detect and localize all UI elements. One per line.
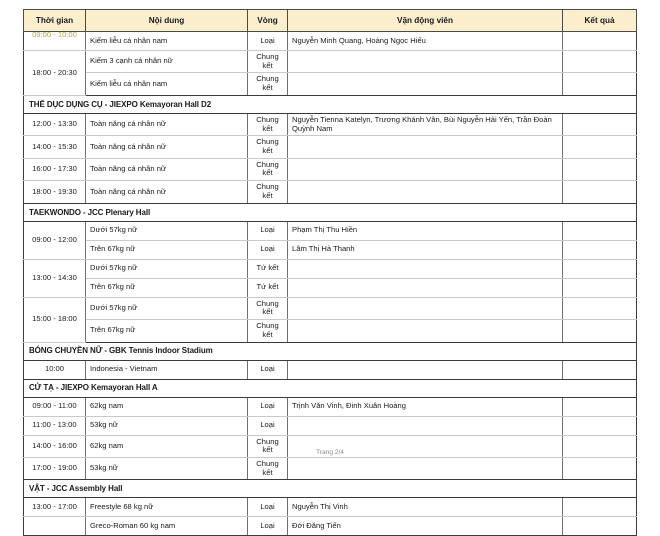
discipline-section-row <box>24 379 637 397</box>
table-row <box>24 517 637 536</box>
cell-event: Indonesia - Vietnam <box>86 360 248 379</box>
table-row <box>24 113 637 135</box>
cell-athlete: Lâm Thị Hà Thanh <box>288 240 563 259</box>
cell-event: Toàn năng cá nhân nữ <box>86 158 248 180</box>
cell-athlete <box>288 51 563 73</box>
cell-event: 53kg nữ <box>86 457 248 479</box>
cell-event: Kiếm 3 cạnh cá nhân nữ <box>86 51 248 73</box>
cell-result <box>563 240 637 259</box>
cell-event: Trên 67kg nữ <box>86 320 248 342</box>
cell-time: 14:00 - 15:30 <box>24 136 86 158</box>
table-header <box>24 10 637 32</box>
discipline-section-row <box>24 203 637 221</box>
table-row <box>24 457 637 479</box>
cell-event: Dưới 57kg nữ <box>86 297 248 319</box>
cell-round: Loại <box>248 397 288 416</box>
cell-athlete <box>288 320 563 342</box>
cell-round: Chung kết <box>248 435 288 457</box>
cell-event: Dưới 57kg nữ <box>86 259 248 278</box>
cell-result <box>563 297 637 319</box>
cell-round: Chung kết <box>248 297 288 319</box>
cell-result <box>563 320 637 342</box>
cell-time: 11:00 - 13:00 <box>24 416 86 435</box>
cell-athlete <box>288 181 563 203</box>
cell-round: Loại <box>248 221 288 240</box>
cell-result <box>563 113 637 135</box>
competition-schedule-table <box>23 9 637 536</box>
cell-result <box>563 457 637 479</box>
table-row <box>24 240 637 259</box>
cell-round: Loại <box>248 240 288 259</box>
cell-time: 18:00 - 20:30 <box>24 51 86 96</box>
cell-result <box>563 397 637 416</box>
cell-round: Loại <box>248 360 288 379</box>
cell-round: Chung kết <box>248 181 288 203</box>
table-row <box>24 416 637 435</box>
cell-event: Dưới 57kg nữ <box>86 221 248 240</box>
discipline-section-row <box>24 342 637 360</box>
cell-time: 17:00 - 19:00 <box>24 457 86 479</box>
cell-round: Loại <box>248 32 288 51</box>
table-row <box>24 397 637 416</box>
cell-result <box>563 360 637 379</box>
cell-round: Loại <box>248 517 288 536</box>
cell-athlete: Nguyễn Thị Vinh <box>288 498 563 517</box>
cell-result <box>563 73 637 95</box>
cell-round: Loại <box>248 498 288 517</box>
table-row <box>24 498 637 517</box>
cell-round: Chung kết <box>248 113 288 135</box>
cell-result <box>563 32 637 51</box>
column-header-athlete: Vận động viên <box>288 10 563 32</box>
cell-time: 18:00 - 19:30 <box>24 181 86 203</box>
cell-athlete <box>288 278 563 297</box>
cell-result <box>563 136 637 158</box>
cell-athlete: Phạm Thị Thu Hiền <box>288 221 563 240</box>
cell-result <box>563 51 637 73</box>
cell-round: Loại <box>248 416 288 435</box>
cell-event: Kiếm liễu cá nhân nam <box>86 32 248 51</box>
table-row <box>24 259 637 278</box>
discipline-title: THỂ DỤC DỤNG CỤ - JIEXPO Kemayoran Hall D2 <box>24 95 637 113</box>
discipline-section-row <box>24 480 637 498</box>
cell-time: 16:00 - 17:30 <box>24 158 86 180</box>
cell-time: 14:00 - 16:00 <box>24 435 86 457</box>
cell-event: Trên 67kg nữ <box>86 240 248 259</box>
cell-athlete <box>288 259 563 278</box>
cell-athlete <box>288 158 563 180</box>
cell-athlete <box>288 360 563 379</box>
cell-round: Chung kết <box>248 51 288 73</box>
column-header-event: Nội dung <box>86 10 248 32</box>
discipline-title: BÓNG CHUYỀN NỮ - GBK Tennis Indoor Stadium <box>24 342 637 360</box>
cell-event: Toàn năng cá nhân nữ <box>86 136 248 158</box>
cell-result <box>563 498 637 517</box>
cell-time: 15:00 - 18:00 <box>24 297 86 342</box>
cell-time: 09:00 - 11:00 <box>24 397 86 416</box>
cell-athlete: Nguyễn Minh Quang, Hoàng Ngọc Hiếu <box>288 32 563 51</box>
column-header-result: Kết quả <box>563 10 637 32</box>
table-row <box>24 158 637 180</box>
cell-event: Greco-Roman 60 kg nam <box>86 517 248 536</box>
table-row <box>24 181 637 203</box>
cell-event: Kiếm liễu cá nhân nam <box>86 73 248 95</box>
cell-event: Toàn năng cá nhân nữ <box>86 113 248 135</box>
table-row <box>24 136 637 158</box>
column-header-round: Vòng <box>248 10 288 32</box>
cell-time: 13:00 - 17:00 <box>24 498 86 517</box>
header-row <box>24 10 637 32</box>
cell-event: 53kg nữ <box>86 416 248 435</box>
cell-time <box>24 32 86 51</box>
cell-result <box>563 181 637 203</box>
cell-time: 13:00 - 14:30 <box>24 259 86 297</box>
table-row <box>24 51 637 73</box>
cell-event: 62kg nam <box>86 397 248 416</box>
cell-time: 10:00 <box>24 360 86 379</box>
cell-athlete <box>288 136 563 158</box>
discipline-title: CỬ TẠ - JIEXPO Kemayoran Hall A <box>24 379 637 397</box>
cell-result <box>563 278 637 297</box>
cell-round: Chung kết <box>248 320 288 342</box>
cell-athlete: Nguyễn Tienna Katelyn, Trương Khánh Vân, Bùi Nguyễn Hải Yến, Trần Đoàn Quỳnh Nam <box>288 113 563 135</box>
cell-time: 09:00 - 12:00 <box>24 221 86 259</box>
discipline-section-row <box>24 95 637 113</box>
cell-event: Freestyle 68 kg nữ <box>86 498 248 517</box>
cell-athlete <box>288 416 563 435</box>
cell-time <box>24 517 86 536</box>
cell-event: Trên 67kg nữ <box>86 278 248 297</box>
cell-event: Toàn năng cá nhân nữ <box>86 181 248 203</box>
cell-result <box>563 517 637 536</box>
cell-athlete: Đới Đăng Tiến <box>288 517 563 536</box>
table-body <box>24 32 637 536</box>
cell-round: Chung kết <box>248 457 288 479</box>
cell-event: 62kg nam <box>86 435 248 457</box>
cell-time: 12:00 - 13:30 <box>24 113 86 135</box>
table-row <box>24 32 637 51</box>
discipline-title: VẬT - JCC Assembly Hall <box>24 480 637 498</box>
page-footer: Trang 2/4 <box>316 449 344 456</box>
cell-result <box>563 259 637 278</box>
table-row <box>24 320 637 342</box>
cell-round: Chung kết <box>248 158 288 180</box>
cell-round: Chung kết <box>248 136 288 158</box>
cell-round: Tứ kết <box>248 278 288 297</box>
cell-athlete <box>288 297 563 319</box>
cell-athlete <box>288 457 563 479</box>
cell-result <box>563 158 637 180</box>
table-row <box>24 278 637 297</box>
cell-result <box>563 221 637 240</box>
discipline-title: TAEKWONDO - JCC Plenary Hall <box>24 203 637 221</box>
cell-athlete: Trịnh Văn Vinh, Đinh Xuân Hoàng <box>288 397 563 416</box>
cell-round: Chung kết <box>248 73 288 95</box>
cell-athlete <box>288 73 563 95</box>
table-row <box>24 73 637 95</box>
table-row <box>24 297 637 319</box>
table-row <box>24 360 637 379</box>
cell-result <box>563 416 637 435</box>
cell-time-text: 09:00 - 10:00 <box>32 31 77 39</box>
table-row <box>24 221 637 240</box>
cell-round: Tứ kết <box>248 259 288 278</box>
column-header-time: Thời gian <box>24 10 86 32</box>
